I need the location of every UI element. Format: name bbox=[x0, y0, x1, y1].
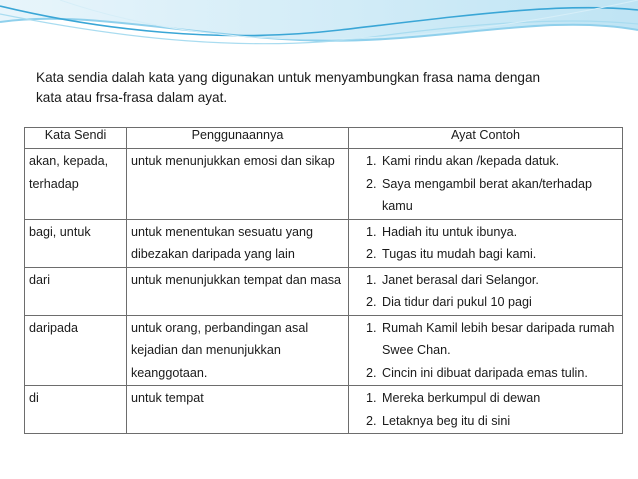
cell-kata-sendi: akan, kepada, terhadap bbox=[25, 149, 127, 220]
example-item: 2. Saya mengambil berat akan/terhadap kamu bbox=[380, 173, 618, 218]
example-item: 1. Rumah Kamil lebih besar daripada rumah Swee Chan. bbox=[380, 317, 618, 362]
example-item: 2. Dia tidur dari pukul 10 pagi bbox=[380, 291, 618, 314]
cell-penggunaan: untuk menentukan sesuatu yang dibezakan daripada yang lain bbox=[127, 219, 349, 267]
table-row bbox=[25, 149, 623, 220]
table-header-row bbox=[25, 128, 623, 149]
header-ayat-contoh: Ayat Contoh bbox=[349, 128, 623, 149]
table-row bbox=[25, 386, 623, 434]
table-row bbox=[25, 315, 623, 386]
header-kata-sendi: Kata Sendi bbox=[25, 128, 127, 149]
cell-ayat-contoh bbox=[349, 219, 623, 267]
cell-penggunaan: untuk menunjukkan emosi dan sikap bbox=[127, 149, 349, 220]
table-row bbox=[25, 219, 623, 267]
example-item: 1. Mereka berkumpul di dewan bbox=[380, 387, 618, 410]
cell-ayat-contoh bbox=[349, 315, 623, 386]
example-item: 1. Kami rindu akan /kepada datuk. bbox=[380, 150, 618, 173]
cell-ayat-contoh bbox=[349, 267, 623, 315]
intro-line-1: Kata sendia dalah kata yang digunakan untuk menyambungkan frasa nama dengan bbox=[36, 70, 541, 85]
cell-penggunaan: untuk tempat bbox=[127, 386, 349, 434]
header-penggunaannya: Penggunaannya bbox=[127, 128, 349, 149]
cell-kata-sendi: bagi, untuk bbox=[25, 219, 127, 267]
example-item: 1. Janet berasal dari Selangor. bbox=[380, 269, 618, 292]
cell-penggunaan: untuk orang, perbandingan asal kejadian dan menunjukkan keanggotaan. bbox=[127, 315, 349, 386]
cell-kata-sendi: daripada bbox=[25, 315, 127, 386]
cell-ayat-contoh bbox=[349, 149, 623, 220]
example-item: 2. Letaknya beg itu di sini bbox=[380, 410, 618, 433]
example-item: 1. Hadiah itu untuk ibunya. bbox=[380, 221, 618, 244]
header-wave-decoration bbox=[0, 0, 638, 62]
cell-ayat-contoh bbox=[349, 386, 623, 434]
cell-kata-sendi: dari bbox=[25, 267, 127, 315]
cell-kata-sendi: di bbox=[25, 386, 127, 434]
intro-line-2: kata atau frsa-frasa dalam ayat. bbox=[36, 90, 228, 105]
table-row bbox=[25, 267, 623, 315]
example-item: 2. Cincin ini dibuat daripada emas tulin. bbox=[380, 362, 618, 385]
kata-sendi-table bbox=[24, 127, 623, 434]
intro-text bbox=[36, 68, 634, 108]
example-item: 2. Tugas itu mudah bagi kami. bbox=[380, 243, 618, 266]
cell-penggunaan: untuk menunjukkan tempat dan masa bbox=[127, 267, 349, 315]
